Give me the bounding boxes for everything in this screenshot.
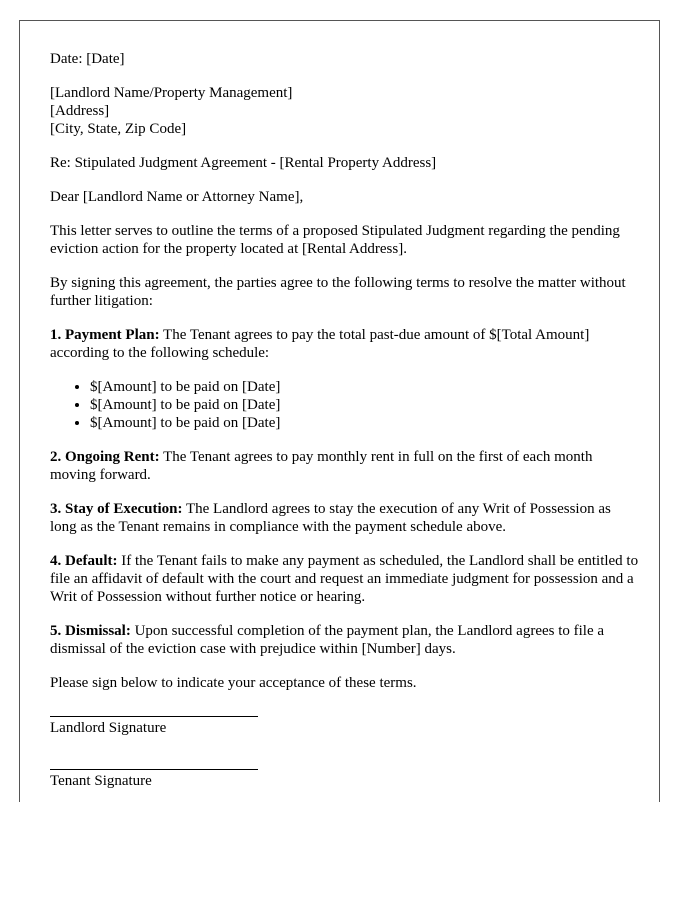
term-ongoing-rent (50, 448, 640, 484)
closing-paragraph: Please sign below to indicate your acceptance of these terms. (50, 675, 417, 691)
term-heading: 2. Ongoing Rent: (50, 449, 160, 465)
landlord-signature-line (50, 716, 258, 717)
term-text: If the Tenant fails to make any payment as scheduled, the Landlord shall be entitled to file an affidavit of default with the court and request an immediate judgment for possession and a Writ of Possession without further notice or hearing. (50, 553, 639, 605)
term-dismissal (50, 622, 640, 658)
term-text: The Landlord agrees to stay the execution of any Writ of Possession as long as the Tenant remains in compliance with the payment schedule above. (50, 501, 611, 535)
tenant-signature-line (50, 769, 258, 770)
intro-paragraph: This letter serves to outline the terms of a proposed Stipulated Judgment regarding the pending eviction action for the property located at [Rental Address]. (50, 223, 620, 257)
agreement-intro-paragraph: By signing this agreement, the parties agree to the following terms to resolve the matter without further litigation: (50, 275, 626, 309)
letter-page (19, 20, 660, 802)
recipient-name: [Landlord Name/Property Management] (50, 85, 293, 101)
term-heading: 1. Payment Plan: (50, 327, 160, 343)
subject-line: Re: Stipulated Judgment Agreement - [Rental Property Address] (50, 155, 437, 171)
list-item: • $[Amount] to be paid on [Date] (90, 396, 640, 414)
date-line: Date: [Date] (50, 51, 125, 67)
term-heading: 5. Dismissal: (50, 623, 131, 639)
list-item: • $[Amount] to be paid on [Date] (90, 378, 640, 396)
term-stay-of-execution (50, 500, 640, 536)
recipient-city-line: [City, State, Zip Code] (50, 121, 187, 137)
letter-content (50, 50, 640, 822)
term-text: The Tenant agrees to pay monthly rent in full on the first of each month moving forward. (50, 449, 593, 483)
recipient-address-line: [Address] (50, 103, 110, 119)
tenant-signature-label: Tenant Signature (50, 773, 152, 789)
term-heading: 4. Default: (50, 553, 118, 569)
salutation: Dear [Landlord Name or Attorney Name], (50, 189, 304, 205)
landlord-signature-label: Landlord Signature (50, 720, 167, 736)
term-text: Upon successful completion of the payment plan, the Landlord agrees to file a dismissal of the eviction case with prejudice within [Number] days. (50, 623, 605, 657)
recipient-address (50, 84, 640, 138)
term-heading: 3. Stay of Execution: (50, 501, 183, 517)
list-item: • $[Amount] to be paid on [Date] (90, 414, 640, 432)
payment-schedule-list (50, 378, 640, 432)
term-default (50, 552, 640, 606)
signature-block (50, 716, 640, 790)
term-text: The Tenant agrees to pay the total past-due amount of $[Total Amount] according to the following schedule: (50, 327, 590, 361)
term-payment-plan (50, 326, 640, 362)
